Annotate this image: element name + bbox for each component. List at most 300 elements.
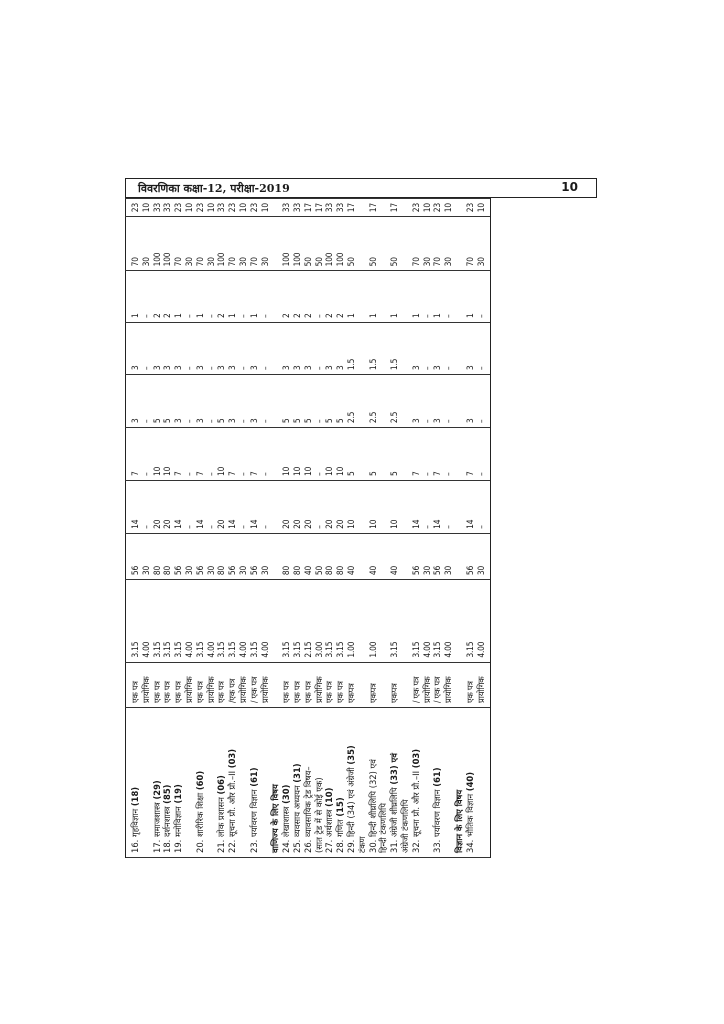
subject-cell [378, 708, 389, 858]
paper-type-cell [454, 662, 465, 707]
col-4-cell [357, 375, 368, 428]
col-2-cell: 14 [227, 480, 238, 533]
col-2-cell: – [443, 480, 454, 533]
subject-code: (29) [151, 780, 162, 800]
paper-type-cell: एक पत्र [281, 662, 292, 707]
total-marks-cell: 100 [162, 217, 173, 271]
col-3-cell: 5 [389, 428, 400, 481]
subject-name: टंकण [356, 836, 367, 853]
duration-cell: 2.15 [303, 580, 314, 663]
pass-marks-cell: 33 [216, 199, 227, 217]
table-row [411, 199, 422, 858]
subject-cell [454, 708, 465, 858]
subject-name: 16. गृहविज्ञान [130, 806, 140, 853]
col-5-cell: 3 [303, 323, 314, 375]
pass-marks-cell: 17 [368, 199, 379, 217]
col-2-cell [378, 480, 389, 533]
col-5-cell: 3 [335, 323, 346, 375]
duration-cell [357, 580, 368, 663]
pass-marks-cell: 10 [141, 199, 152, 217]
paper-type-cell [400, 662, 411, 707]
subject-name: विज्ञान के लिए विषय [453, 789, 464, 853]
col-6-cell: – [476, 271, 491, 323]
col-5-cell: 3 [249, 323, 260, 375]
col-3-cell: 10 [335, 428, 346, 481]
col-3-cell: 10 [162, 428, 173, 481]
col-3-cell [378, 428, 389, 481]
col-4-cell: 2.5 [346, 375, 357, 428]
theory-marks-cell: 40 [303, 533, 314, 579]
col-3-cell: 10 [292, 428, 303, 481]
col-6-cell: – [206, 271, 217, 323]
col-3-cell: – [141, 428, 152, 481]
table-row [335, 199, 346, 858]
table-row [378, 199, 389, 858]
theory-marks-cell: 30 [206, 533, 217, 579]
subject-cell [206, 708, 217, 858]
total-marks-cell: 70 [195, 217, 206, 271]
total-marks-cell: 100 [281, 217, 292, 271]
col-2-cell: 20 [162, 480, 173, 533]
pass-marks-cell [357, 199, 368, 217]
pass-marks-cell: 10 [476, 199, 491, 217]
table-row [173, 199, 184, 858]
pass-marks-cell: 23 [411, 199, 422, 217]
pass-marks-cell: 23 [173, 199, 184, 217]
col-2-cell: 14 [432, 480, 443, 533]
col-2-cell [400, 480, 411, 533]
col-4-cell: 5 [162, 375, 173, 428]
subject-name: 22. सूचना प्रौ. और प्रौ.–II [227, 768, 238, 853]
subject-cell [249, 708, 260, 858]
table-row [281, 199, 292, 858]
subject-cell [152, 708, 163, 858]
pass-marks-cell: 23 [126, 199, 141, 217]
table-row [303, 199, 314, 858]
theory-marks-cell: 30 [443, 533, 454, 579]
col-2-cell [454, 480, 465, 533]
col-2-cell [357, 480, 368, 533]
paper-type-cell: प्रायोगिक [476, 662, 491, 707]
col-3-cell [400, 428, 411, 481]
total-marks-cell: 30 [422, 217, 433, 271]
col-4-cell: 3 [195, 375, 206, 428]
subject-name: 34. भौतिक विज्ञान [464, 791, 475, 853]
col-5-cell: 3 [465, 323, 476, 375]
paper-type-cell: प्रायोगिक [184, 662, 195, 707]
col-3-cell: 10 [216, 428, 227, 481]
pass-marks-cell: 10 [184, 199, 195, 217]
duration-cell [378, 580, 389, 663]
subject-cell [260, 708, 271, 858]
col-3-cell: – [238, 428, 249, 481]
theory-marks-cell: 56 [195, 533, 206, 579]
col-6-cell: 2 [324, 271, 335, 323]
total-marks-cell: 100 [335, 217, 346, 271]
col-2-cell: – [141, 480, 152, 533]
marks-scheme-table [125, 198, 491, 858]
subject-cell [303, 708, 314, 858]
col-3-cell [270, 428, 281, 481]
table-row [476, 199, 491, 858]
col-6-cell: 1 [368, 271, 379, 323]
col-2-cell: 14 [465, 480, 476, 533]
col-6-cell: 2 [281, 271, 292, 323]
col-6-cell [270, 271, 281, 323]
col-4-cell: – [206, 375, 217, 428]
col-2-cell: 20 [152, 480, 163, 533]
subject-code: (03) [410, 748, 421, 769]
col-5-cell: – [314, 323, 325, 375]
col-2-cell: – [476, 480, 491, 533]
col-4-cell: – [476, 375, 491, 428]
col-4-cell: 3 [126, 375, 141, 428]
col-6-cell: – [422, 271, 433, 323]
subject-cell [335, 708, 346, 858]
col-6-cell: 1 [346, 271, 357, 323]
total-marks-cell: 50 [303, 217, 314, 271]
col-4-cell: 5 [335, 375, 346, 428]
paper-type-cell: प्रायोगिक [206, 662, 217, 707]
paper-type-cell: एक पत्र [126, 662, 141, 707]
subject-name: 30. हिन्दी शीघ्रलिपि (32) एवं [367, 759, 378, 853]
total-marks-cell: 70 [173, 217, 184, 271]
theory-marks-cell: 80 [281, 533, 292, 579]
pass-marks-cell [378, 199, 389, 217]
paper-type-cell: एक पत्र [303, 662, 314, 707]
subject-code: (15) [335, 797, 346, 817]
total-marks-cell: 70 [249, 217, 260, 271]
col-2-cell: – [184, 480, 195, 533]
duration-cell: 4.00 [238, 580, 249, 663]
subject-code: (61) [432, 767, 443, 787]
table-row [141, 199, 152, 858]
subject-name: 33. पर्यावरण विज्ञान [432, 786, 443, 853]
col-5-cell: 3 [432, 323, 443, 375]
paper-type-cell: प्रायोगिक [314, 662, 325, 707]
pass-marks-cell: 33 [324, 199, 335, 217]
col-5-cell [357, 323, 368, 375]
subject-code: (35) [345, 745, 356, 765]
col-3-cell: – [260, 428, 271, 481]
pass-marks-cell [270, 199, 281, 217]
duration-cell: 3.15 [324, 580, 335, 663]
col-3-cell: 5 [368, 428, 379, 481]
total-marks-cell: 50 [389, 217, 400, 271]
theory-marks-cell: 80 [324, 533, 335, 579]
col-5-cell: 1.5 [346, 323, 357, 375]
duration-cell: 3.15 [227, 580, 238, 663]
table-row [238, 199, 249, 858]
col-6-cell: 2 [335, 271, 346, 323]
paper-type-cell: एक पत्र [216, 662, 227, 707]
theory-marks-cell: 40 [368, 533, 379, 579]
theory-marks-cell: 30 [476, 533, 491, 579]
col-4-cell: 2.5 [389, 375, 400, 428]
pass-marks-cell: 17 [303, 199, 314, 217]
subject-cell [476, 708, 491, 858]
subject-name: (सात ट्रेड में से कोई एक) [313, 777, 324, 853]
theory-marks-cell [270, 533, 281, 579]
table-row [357, 199, 368, 858]
col-4-cell [270, 375, 281, 428]
col-4-cell: 5 [303, 375, 314, 428]
col-6-cell: 1 [432, 271, 443, 323]
subject-cell [324, 708, 335, 858]
col-6-cell [400, 271, 411, 323]
duration-cell: 3.15 [195, 580, 206, 663]
paper-type-cell: एकपत्र [368, 662, 379, 707]
duration-cell: 3.15 [162, 580, 173, 663]
col-4-cell: – [141, 375, 152, 428]
duration-cell: 3.15 [281, 580, 292, 663]
col-3-cell: – [206, 428, 217, 481]
subject-cell [227, 708, 238, 858]
col-4-cell: 3 [432, 375, 443, 428]
col-2-cell: 20 [292, 480, 303, 533]
col-6-cell: – [238, 271, 249, 323]
col-4-cell: 3 [465, 375, 476, 428]
col-5-cell: 3 [173, 323, 184, 375]
col-5-cell: – [141, 323, 152, 375]
duration-cell: 1.00 [368, 580, 379, 663]
total-marks-cell: 30 [443, 217, 454, 271]
theory-marks-cell: 30 [238, 533, 249, 579]
col-5-cell: – [260, 323, 271, 375]
pass-marks-cell: 23 [465, 199, 476, 217]
duration-cell: 4.00 [476, 580, 491, 663]
col-5-cell: 3 [162, 323, 173, 375]
subject-name: वाणिज्य के लिए विषय [270, 784, 281, 853]
table-row [346, 199, 357, 858]
col-3-cell: 7 [432, 428, 443, 481]
subject-name: अंग्रेजी टंकणलिपि [399, 799, 410, 853]
col-6-cell: 1 [173, 271, 184, 323]
total-marks-cell [454, 217, 465, 271]
col-3-cell: 7 [227, 428, 238, 481]
total-marks-cell: 100 [216, 217, 227, 271]
subject-code: (06) [216, 775, 227, 795]
paper-type-cell [270, 662, 281, 707]
pass-marks-cell: 17 [346, 199, 357, 217]
theory-marks-cell: 56 [227, 533, 238, 579]
col-5-cell: 1.5 [389, 323, 400, 375]
col-6-cell: 1 [411, 271, 422, 323]
subject-cell [443, 708, 454, 858]
col-3-cell: 7 [249, 428, 260, 481]
duration-cell: 3.15 [432, 580, 443, 663]
subject-cell [422, 708, 433, 858]
duration-cell: 3.15 [465, 580, 476, 663]
duration-cell: 1.00 [346, 580, 357, 663]
col-4-cell: 3 [227, 375, 238, 428]
duration-cell: 4.00 [260, 580, 271, 663]
col-6-cell: 2 [303, 271, 314, 323]
total-marks-cell: 70 [411, 217, 422, 271]
subject-name: हिन्दी टंकणलिपि [378, 803, 389, 853]
subject-cell [389, 708, 400, 858]
col-2-cell: 20 [335, 480, 346, 533]
paper-type-cell: प्रायोगिक [443, 662, 454, 707]
col-4-cell: 5 [292, 375, 303, 428]
subject-cell [357, 708, 368, 858]
duration-cell: 3.15 [126, 580, 141, 663]
total-marks-cell: 70 [227, 217, 238, 271]
subject-code: (18) [130, 786, 140, 807]
theory-marks-cell [454, 533, 465, 579]
table-row [206, 199, 217, 858]
paper-type-cell: / एक पत्र [411, 662, 422, 707]
col-2-cell: 14 [195, 480, 206, 533]
total-marks-cell [400, 217, 411, 271]
subject-cell [314, 708, 325, 858]
col-5-cell: – [238, 323, 249, 375]
theory-marks-cell: 80 [216, 533, 227, 579]
col-4-cell: 5 [281, 375, 292, 428]
col-6-cell: – [141, 271, 152, 323]
col-2-cell: 20 [324, 480, 335, 533]
theory-marks-cell: 56 [126, 533, 141, 579]
total-marks-cell: 30 [238, 217, 249, 271]
total-marks-cell [357, 217, 368, 271]
subject-cell [368, 708, 379, 858]
col-5-cell: 3 [216, 323, 227, 375]
total-marks-cell: 70 [465, 217, 476, 271]
col-5-cell [454, 323, 465, 375]
table-row [126, 199, 141, 858]
col-6-cell: 2 [162, 271, 173, 323]
pass-marks-cell [454, 199, 465, 217]
col-4-cell: – [260, 375, 271, 428]
scheme-table-area [125, 198, 625, 858]
col-2-cell: 10 [389, 480, 400, 533]
subject-name: 20. शारीरिक शिक्षा [194, 790, 205, 853]
paper-type-cell: एक पत्र [173, 662, 184, 707]
col-5-cell: 1.5 [368, 323, 379, 375]
col-3-cell: – [184, 428, 195, 481]
subject-name: 21. लोक प्रशासन [216, 794, 227, 853]
col-6-cell: – [314, 271, 325, 323]
col-4-cell [454, 375, 465, 428]
theory-marks-cell: 30 [141, 533, 152, 579]
page-number: 10 [561, 180, 578, 194]
col-3-cell: 10 [303, 428, 314, 481]
col-6-cell: 2 [216, 271, 227, 323]
col-2-cell: 20 [216, 480, 227, 533]
table-row [465, 199, 476, 858]
theory-marks-cell: 56 [411, 533, 422, 579]
col-6-cell: – [443, 271, 454, 323]
duration-cell: 4.00 [206, 580, 217, 663]
col-2-cell: 10 [346, 480, 357, 533]
pass-marks-cell: 33 [292, 199, 303, 217]
col-4-cell [378, 375, 389, 428]
paper-type-cell [357, 662, 368, 707]
paper-type-cell: प्रायोगिक [141, 662, 152, 707]
theory-marks-cell: 50 [314, 533, 325, 579]
col-2-cell: 20 [281, 480, 292, 533]
duration-cell: 3.15 [173, 580, 184, 663]
pass-marks-cell: 23 [249, 199, 260, 217]
duration-cell: 3.15 [292, 580, 303, 663]
subject-cell [126, 708, 141, 858]
col-2-cell [270, 480, 281, 533]
col-6-cell: 1 [465, 271, 476, 323]
paper-type-cell: एकपत्र [389, 662, 400, 707]
pass-marks-cell: 23 [432, 199, 443, 217]
pass-marks-cell: 10 [238, 199, 249, 217]
subject-cell [162, 708, 173, 858]
col-3-cell: 10 [281, 428, 292, 481]
col-2-cell: 14 [126, 480, 141, 533]
table-row [270, 199, 281, 858]
subject-name: 25. व्यवसाय अध्ययन [291, 782, 302, 853]
col-5-cell: – [443, 323, 454, 375]
table-row [184, 199, 195, 858]
duration-cell: 3.00 [314, 580, 325, 663]
table-row [249, 199, 260, 858]
theory-marks-cell: 80 [292, 533, 303, 579]
paper-type-cell: एक पत्र [465, 662, 476, 707]
col-3-cell: – [314, 428, 325, 481]
subject-name: 28. गणित [335, 816, 346, 853]
col-5-cell: 3 [324, 323, 335, 375]
table-row [324, 199, 335, 858]
col-3-cell [454, 428, 465, 481]
col-3-cell: 7 [411, 428, 422, 481]
duration-cell: 4.00 [141, 580, 152, 663]
subject-code: (10) [324, 787, 335, 807]
subject-code: (61) [248, 767, 259, 787]
paper-type-cell: प्रायोगिक [238, 662, 249, 707]
theory-marks-cell: 56 [173, 533, 184, 579]
col-3-cell: – [422, 428, 433, 481]
pass-marks-cell: 33 [281, 199, 292, 217]
total-marks-cell: 70 [126, 217, 141, 271]
subject-code: (03) [227, 748, 238, 769]
subject-name: 31. अंग्रेजी शीघ्रलिपि [389, 784, 400, 853]
subject-cell [432, 708, 443, 858]
total-marks-cell: 100 [152, 217, 163, 271]
subject-cell [195, 708, 206, 858]
table-row [389, 199, 400, 858]
pass-marks-cell: 10 [206, 199, 217, 217]
subject-name: 26. व्यावसायिक ट्रेड विषय– [302, 766, 313, 853]
col-4-cell: – [314, 375, 325, 428]
col-4-cell [400, 375, 411, 428]
duration-cell: 3.15 [389, 580, 400, 663]
col-6-cell: 2 [292, 271, 303, 323]
subject-code: (40) [464, 771, 475, 792]
col-6-cell: 2 [152, 271, 163, 323]
paper-type-cell: /एक पत्र [227, 662, 238, 707]
total-marks-cell: 30 [476, 217, 491, 271]
theory-marks-cell: 80 [162, 533, 173, 579]
table-row [314, 199, 325, 858]
col-5-cell: 3 [292, 323, 303, 375]
col-2-cell: – [314, 480, 325, 533]
duration-cell: 3.15 [411, 580, 422, 663]
col-5-cell: 3 [281, 323, 292, 375]
table-row [400, 199, 411, 858]
table-row [195, 199, 206, 858]
total-marks-cell: 30 [206, 217, 217, 271]
col-2-cell: – [206, 480, 217, 533]
col-2-cell: – [238, 480, 249, 533]
pass-marks-cell: 33 [152, 199, 163, 217]
col-4-cell: 3 [249, 375, 260, 428]
duration-cell: 3.15 [152, 580, 163, 663]
